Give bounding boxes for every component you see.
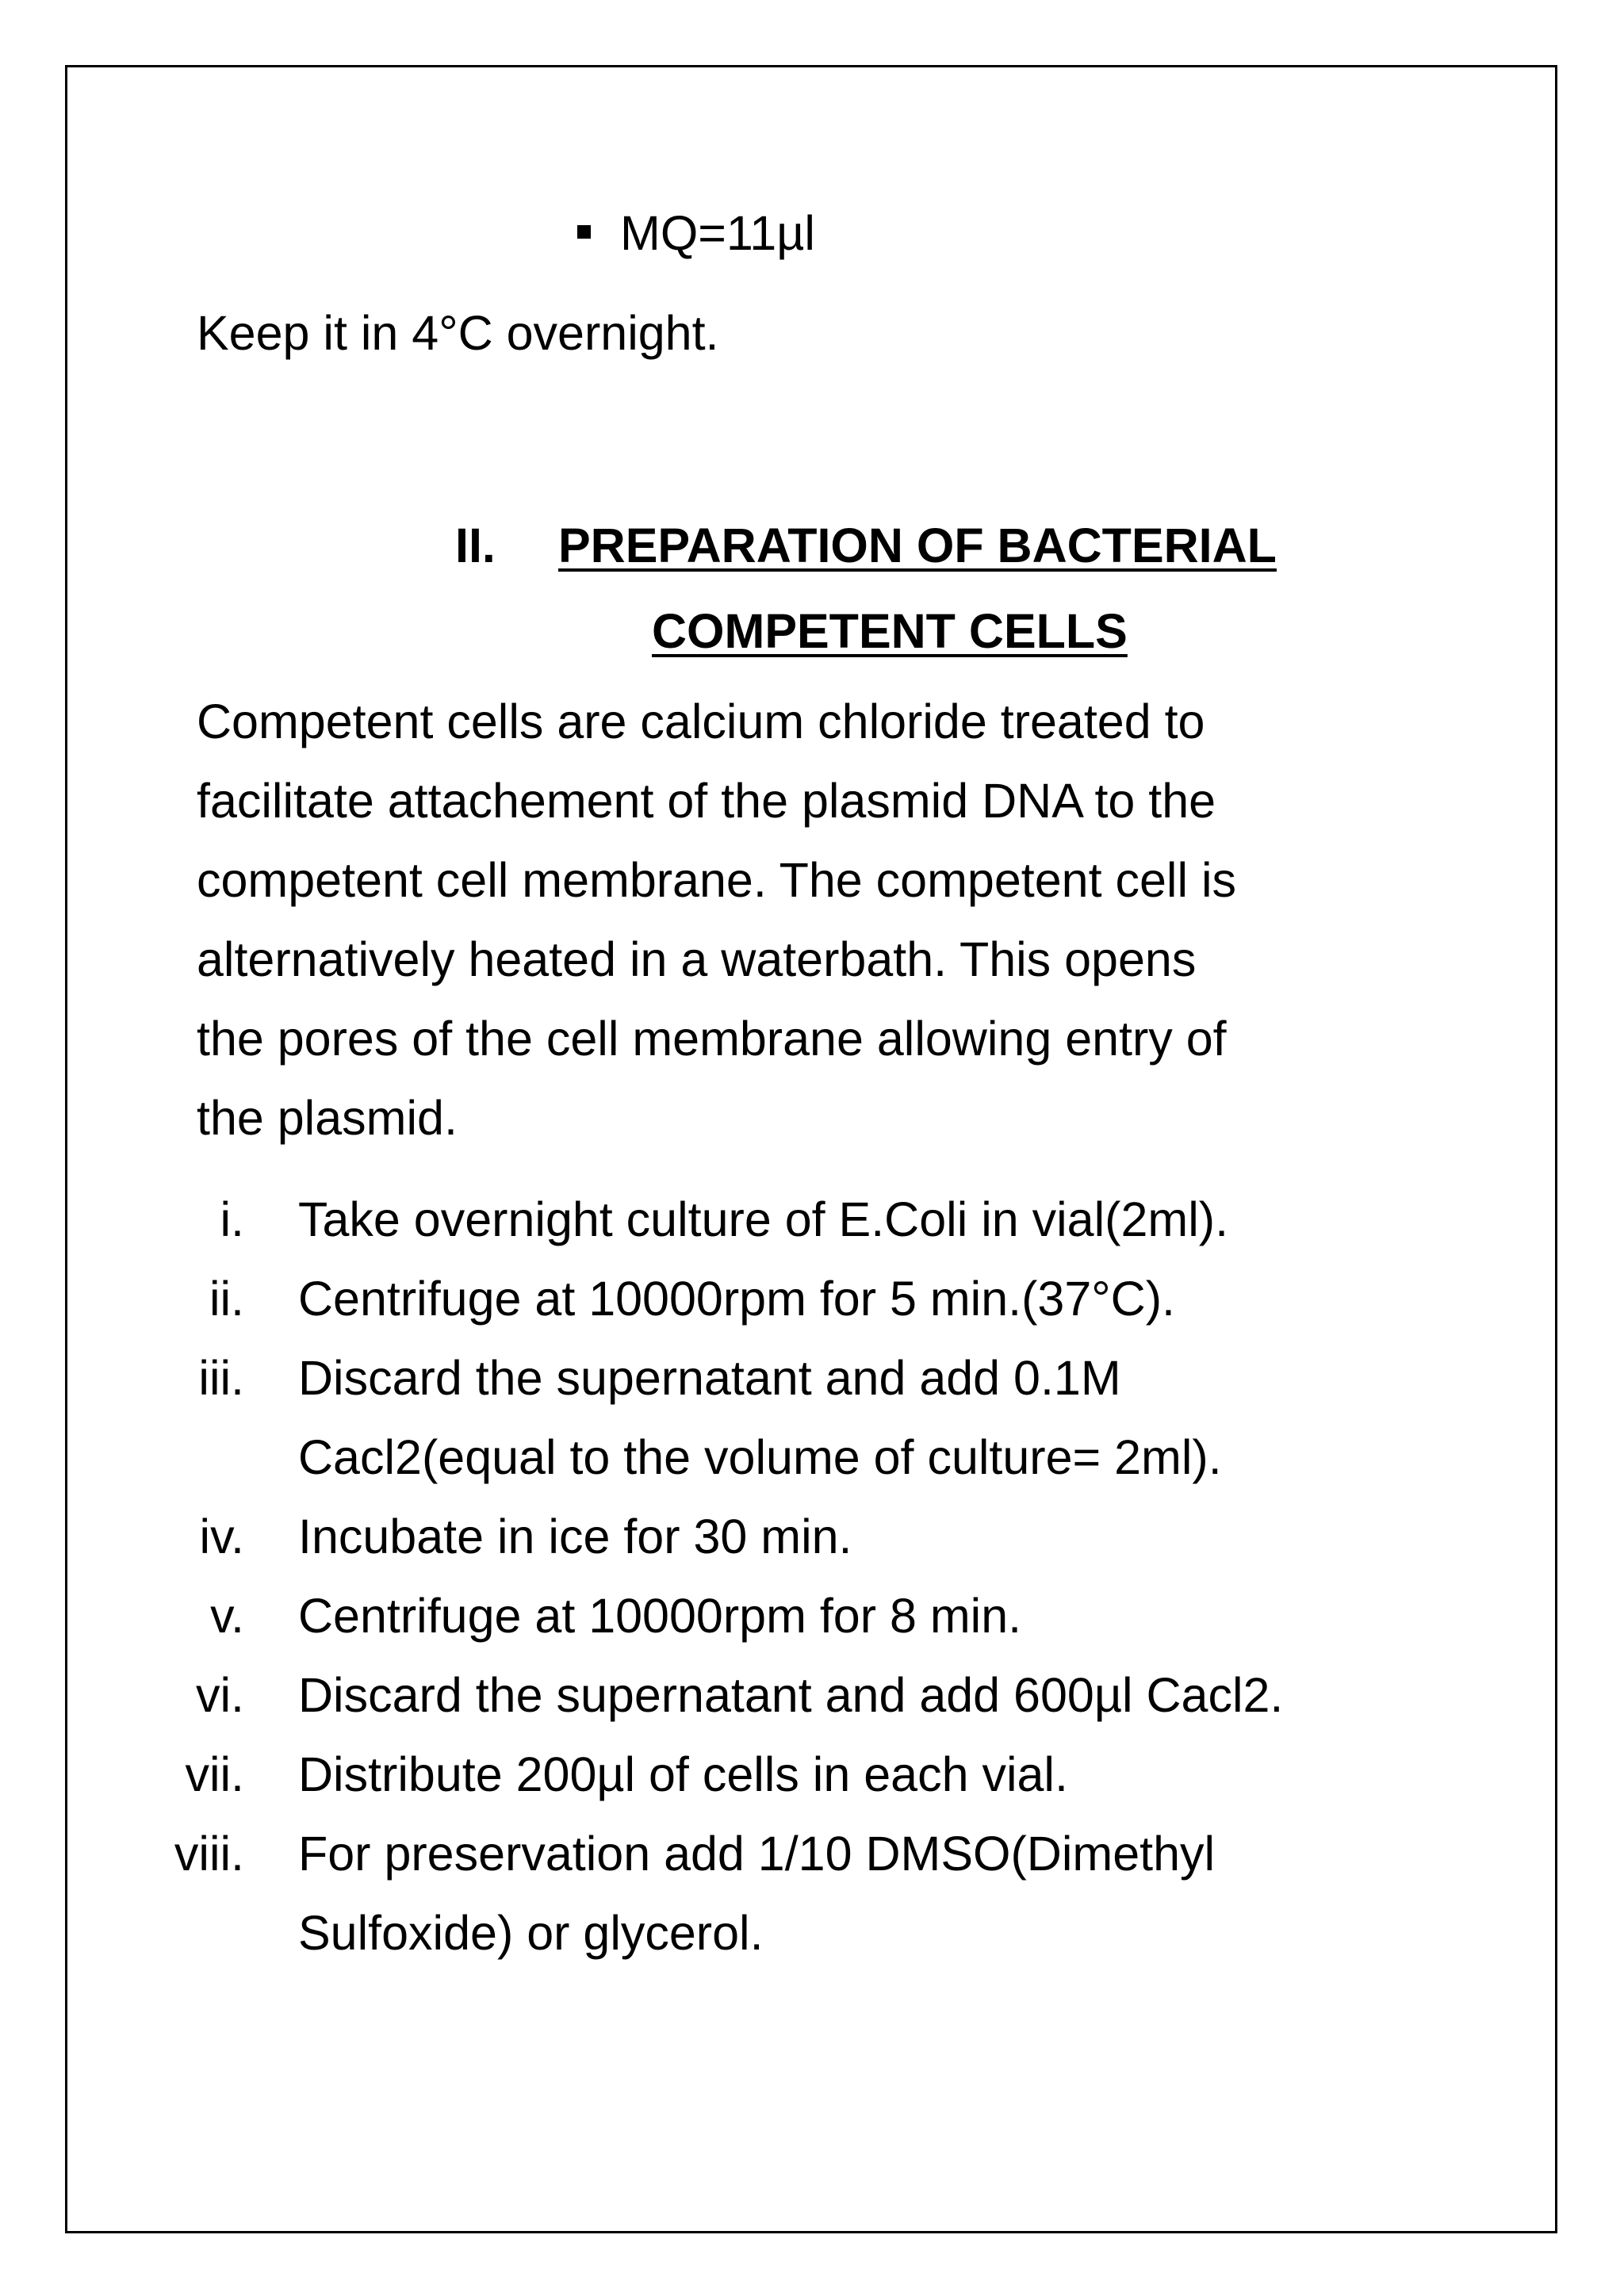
step-number: ii. [209, 1272, 244, 1326]
step-number: vi. [196, 1668, 244, 1722]
step-text-line: Cacl2(equal to the volume of culture= 2ml). [298, 1430, 1222, 1484]
step-text: Discard the supernatant and add 600µl Cacl2. [298, 1668, 1284, 1722]
paragraph-line: the pores of the cell membrane allowing entry of [197, 1012, 1227, 1066]
bullet-list-item [577, 200, 815, 266]
section-title-line-1: PREPARATION OF BACTERIAL [558, 519, 1277, 572]
square-bullet-icon [577, 225, 591, 239]
section-number: II. [455, 519, 496, 572]
step-number: i. [220, 1192, 244, 1246]
paragraph-line: alternatively heated in a waterbath. This opens [197, 932, 1197, 986]
paragraph-line: Competent cells are calcium chloride treated to [197, 695, 1205, 748]
step-text: Centrifuge at 10000rpm for 8 min. [298, 1589, 1022, 1643]
paragraph-line: competent cell membrane. The competent cell is [197, 853, 1236, 907]
step-number: v. [210, 1589, 244, 1643]
step-text: Incubate in ice for 30 min. [298, 1510, 852, 1563]
step-text-line: Discard the supernatant and add 0.1M [298, 1351, 1121, 1405]
step-number: vii. [185, 1747, 244, 1801]
overnight-note: Keep it in 4°C overnight. [197, 306, 719, 360]
step-text [298, 1814, 1215, 1973]
paragraph-line: the plasmid. [197, 1091, 458, 1145]
bullet-item-text: MQ=11µl [620, 206, 815, 260]
step-text: Centrifuge at 10000rpm for 5 min.(37°C). [298, 1272, 1175, 1326]
step-text-line: For preservation add 1/10 DMSO(Dimethyl [298, 1827, 1216, 1881]
intro-paragraph [197, 682, 1434, 1158]
step-text: Distribute 200µl of cells in each vial. [298, 1747, 1068, 1801]
step-number: iii. [198, 1351, 244, 1405]
step-text [298, 1338, 1222, 1497]
step-text-line: Sulfoxide) or glycerol. [298, 1906, 764, 1960]
section-title-line-2: COMPETENT CELLS [652, 604, 1128, 658]
step-number: iv. [199, 1510, 244, 1563]
paragraph-line: facilitate attachement of the plasmid DNA to the [197, 774, 1216, 828]
step-number: viii. [174, 1827, 244, 1881]
step-text: Take overnight culture of E.Coli in vial(2ml). [298, 1192, 1229, 1246]
